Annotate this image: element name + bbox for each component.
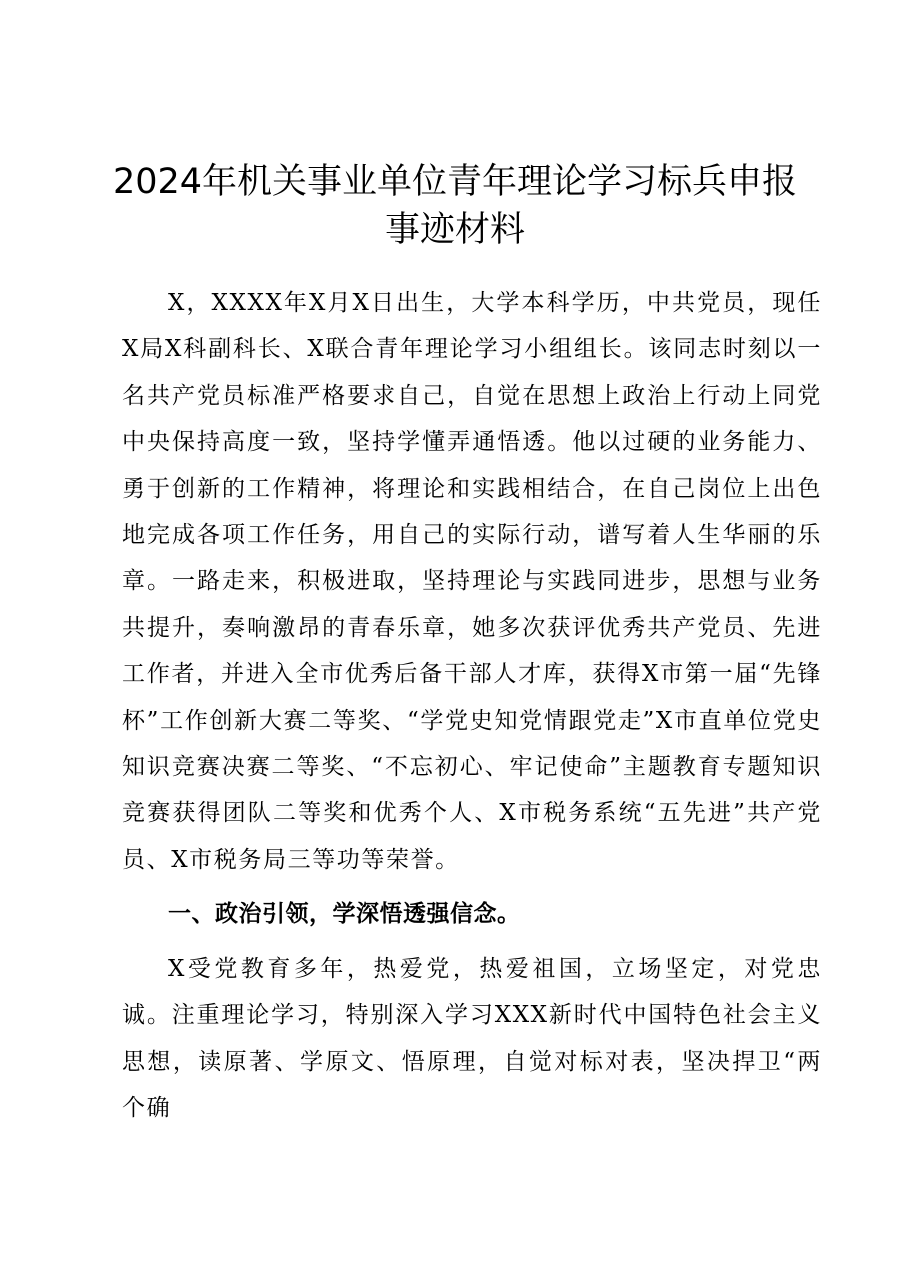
section-paragraph: X受党教育多年，热爱党，热爱祖国，立场坚定，对党忠诚。注重理论学习，特别深入学习XXX新时代中国特色社会主义思想，读原著、学原文、悟原理，自觉对标对表，坚决捍卫“两个确 bbox=[122, 955, 822, 1121]
section-heading: 一、政治引领，学深悟透强信念。 bbox=[168, 901, 521, 928]
document-title: 2024年机关事业单位青年理论学习标兵申报事迹材料 bbox=[112, 162, 798, 250]
document-body bbox=[122, 280, 822, 1131]
intro-paragraph: X，XXXX年X月X日出生，大学本科学历，中共党员，现任X局X科副科长、X联合青年理论学习小组组长。该同志时刻以一名共产党员标准严格要求自己，自觉在思想上政治上行动上同党中央保持高度一致，坚持学懂弄通悟透。他以过硬的业务能力、勇于创新的工作精神，将理论和实践相结合，在自己岗位上出色地完成各项工作任务，用自己的实际行动，谱写着人生华丽的乐章。一路走来，积极进取，坚持理论与实践同进步，思想与业务共提升，奏响激昂的青春乐章，她多次获评优秀共产党员、先进工作者，并进入全市优秀后备干部人才库，获得X市第一届“先锋杯”工作创新大赛二等奖、“学党史知党情跟党走”X市直单位党史知识竞赛决赛二等奖、“不忘初心、牢记使命”主题教育专题知识竞赛获得团队二等奖和优秀个人、X市税务系统“五先进”共产党员、X市税务局三等功等荣誉。 bbox=[122, 290, 822, 873]
